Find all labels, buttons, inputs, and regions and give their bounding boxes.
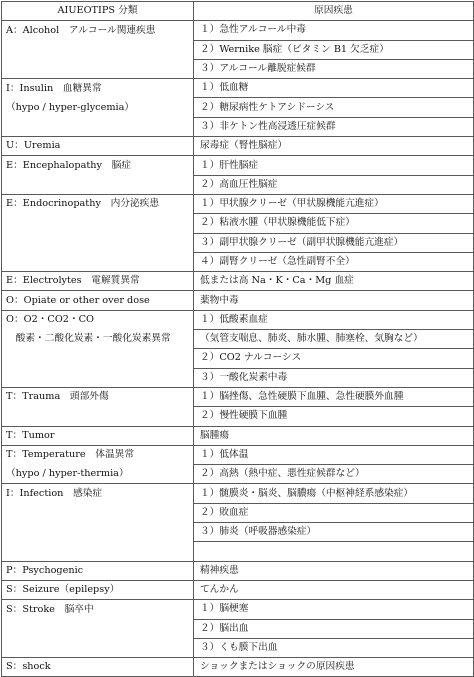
category-cell: T：Trauma 頭部外傷: [2, 387, 194, 406]
category-cell: I：Insulin 血糖異常: [2, 79, 194, 98]
cause-cell: ３）くも膜下出血: [194, 638, 474, 657]
table-row: [2, 310, 474, 329]
table-row: [2, 638, 474, 657]
category-cell: [2, 175, 194, 194]
table-row: [2, 503, 474, 522]
table-row: [2, 79, 474, 98]
category-cell: E：Electrolytes 電解質異常: [2, 272, 194, 291]
cause-cell: ショックまたはショックの原因疾患: [194, 658, 474, 677]
table-row: [2, 175, 474, 194]
cause-cell: （気管支喘息、肺炎、肺水腫、肺塞栓、気胸など）: [194, 330, 474, 349]
cause-cell: てんかん: [194, 580, 474, 599]
category-cell: [2, 117, 194, 136]
cause-cell: ２）敗血症: [194, 503, 474, 522]
table-row: [2, 387, 474, 406]
table-row: [2, 194, 474, 213]
table-row: [2, 580, 474, 599]
category-cell: 酸素・二酸化炭素・一酸化炭素異常: [2, 330, 194, 349]
header-row: [2, 2, 474, 21]
cause-cell: ２）CO2 ナルコーシス: [194, 349, 474, 368]
table-row: [2, 561, 474, 580]
category-cell: [2, 542, 194, 561]
table-row: [2, 523, 474, 542]
cause-cell: １）急性アルコール中毒: [194, 21, 474, 40]
cause-cell: ４）副腎クリーゼ（急性副腎不全）: [194, 252, 474, 271]
category-cell: S：shock: [2, 658, 194, 677]
cause-cell: 脳腫瘍: [194, 426, 474, 445]
cause-cell: ２）Wernike 脳症（ビタミン B1 欠乏症）: [194, 40, 474, 59]
category-cell: [2, 523, 194, 542]
category-cell: O：O2・CO2・CO: [2, 310, 194, 329]
category-cell: S：Stroke 脳卒中: [2, 600, 194, 619]
table-row: [2, 465, 474, 484]
cause-cell: 薬物中毒: [194, 291, 474, 310]
cause-cell: １）低酸素血症: [194, 310, 474, 329]
table-row: [2, 214, 474, 233]
category-cell: U：Uremia: [2, 137, 194, 156]
category-cell: [2, 214, 194, 233]
table-row: [2, 59, 474, 78]
table-row: [2, 252, 474, 271]
category-cell: T：Tumor: [2, 426, 194, 445]
table-row: [2, 291, 474, 310]
category-cell: [2, 619, 194, 638]
cause-cell: ２）高熱（熱中症、悪性症候群など）: [194, 465, 474, 484]
table-row: [2, 542, 474, 561]
table-row: [2, 156, 474, 175]
aiueotips-table: [1, 1, 474, 677]
cause-cell: １）脳梗塞: [194, 600, 474, 619]
category-cell: （hypo / hyper-glycemia）: [2, 98, 194, 117]
cause-cell: １）髄膜炎・脳炎、脳膿瘍（中枢神経系感染症）: [194, 484, 474, 503]
cause-cell: １）甲状腺クリーゼ（甲状腺機能亢進症）: [194, 194, 474, 213]
category-cell: E：Encephalopathy 脳症: [2, 156, 194, 175]
cause-cell: ３）非ケトン性高浸透圧症候群: [194, 117, 474, 136]
cause-cell: ３）副甲状腺クリーゼ（副甲状腺機能亢進症）: [194, 233, 474, 252]
category-cell: [2, 638, 194, 657]
table-row: [2, 445, 474, 464]
cause-cell: ２）脳出血: [194, 619, 474, 638]
table-row: [2, 272, 474, 291]
table-body: [2, 21, 474, 677]
category-cell: [2, 407, 194, 426]
category-cell: P：Psychogenic: [2, 561, 194, 580]
category-cell: [2, 252, 194, 271]
table-row: [2, 137, 474, 156]
cause-cell: ３）肺炎（呼吸器感染症）: [194, 523, 474, 542]
cause-cell: ２）粘液水腫（甲状腺機能低下症）: [194, 214, 474, 233]
cause-cell: 低または高 Na・K・Ca・Mg 血症: [194, 272, 474, 291]
table-row: [2, 658, 474, 677]
category-cell: （hypo / hyper-thermia）: [2, 465, 194, 484]
table-row: [2, 21, 474, 40]
cause-cell: ３）一酸化炭素中毒: [194, 368, 474, 387]
category-cell: T：Temperature 体温異常: [2, 445, 194, 464]
category-cell: [2, 349, 194, 368]
cause-cell: [194, 542, 474, 561]
header-category: AIUEOTIPS 分類: [2, 2, 194, 21]
cause-cell: １）低血糖: [194, 79, 474, 98]
cause-cell: ３）アルコール離脱症候群: [194, 59, 474, 78]
category-cell: I：Infection 感染症: [2, 484, 194, 503]
category-cell: [2, 233, 194, 252]
table-row: [2, 619, 474, 638]
cause-cell: 尿毒症（腎性脳症）: [194, 137, 474, 156]
category-cell: [2, 368, 194, 387]
cause-cell: １）低体温: [194, 445, 474, 464]
table-row: [2, 98, 474, 117]
cause-cell: ２）高血圧性脳症: [194, 175, 474, 194]
category-cell: S：Seizure（epilepsy）: [2, 580, 194, 599]
table-row: [2, 407, 474, 426]
category-cell: [2, 59, 194, 78]
cause-cell: １）脳挫傷、急性硬膜下血腫、急性硬膜外血腫: [194, 387, 474, 406]
cause-cell: ２）慢性硬膜下血腫: [194, 407, 474, 426]
category-cell: A：Alcohol アルコール関連疾患: [2, 21, 194, 40]
table-row: [2, 117, 474, 136]
table-row: [2, 349, 474, 368]
cause-cell: 精神疾患: [194, 561, 474, 580]
category-cell: E：Endocrinopathy 内分泌疾患: [2, 194, 194, 213]
table-row: [2, 330, 474, 349]
table-row: [2, 484, 474, 503]
table-row: [2, 600, 474, 619]
category-cell: O：Opiate or other over dose: [2, 291, 194, 310]
cause-cell: １）肝性脳症: [194, 156, 474, 175]
table-row: [2, 426, 474, 445]
category-cell: [2, 40, 194, 59]
header-causes: 原因疾患: [194, 2, 474, 21]
cause-cell: ２）糖尿病性ケトアシドーシス: [194, 98, 474, 117]
category-cell: [2, 503, 194, 522]
table-row: [2, 233, 474, 252]
table-row: [2, 40, 474, 59]
table-row: [2, 368, 474, 387]
